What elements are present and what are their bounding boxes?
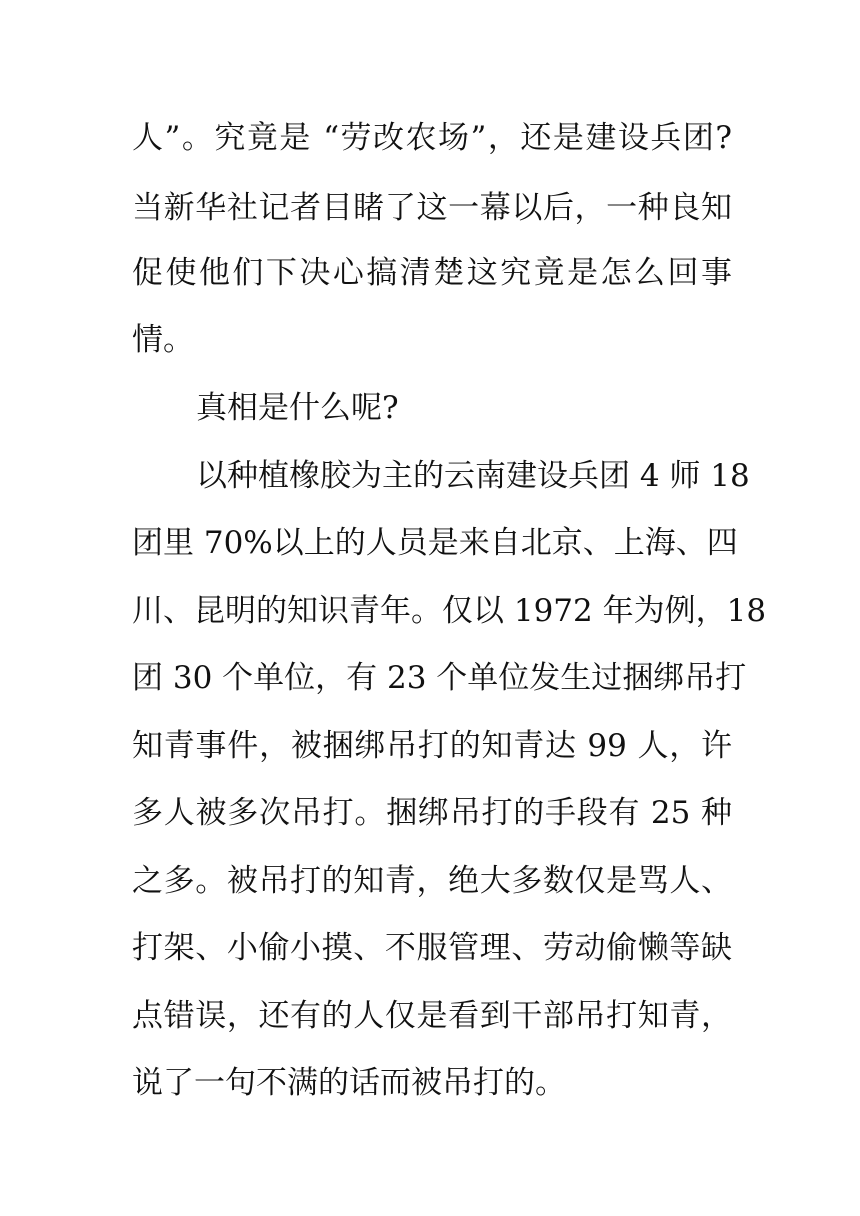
- text-line: 之多。被吊打的知青，绝大多数仅是骂人、: [132, 863, 732, 899]
- text-line: 团里 70%以上的人员是来自北京、上海、四: [132, 525, 738, 561]
- text-line: 打架、小偷小摸、不服管理、劳动偷懒等缺: [132, 930, 732, 966]
- text-line: 以种植橡胶为主的云南建设兵团 4 师 18: [196, 458, 750, 494]
- text-line: 当新华社记者目睹了这一幕以后，一种良知: [132, 190, 732, 226]
- text-line: 情。: [132, 322, 194, 358]
- text-line: 促使他们下决心搞清楚这究竟是怎么回事: [132, 255, 732, 291]
- text-line: 说了一句不满的话而被吊打的。: [132, 1065, 566, 1101]
- text-line: 点错误，还有的人仅是看到干部吊打知青，: [132, 998, 732, 1034]
- text-line: 团 30 个单位，有 23 个单位发生过捆绑吊打: [132, 660, 747, 696]
- text-line: 真相是什么呢?: [196, 390, 399, 426]
- text-line: 人”。究竟是 “劳改农场”，还是建设兵团?: [132, 120, 732, 156]
- text-line: 知青事件，被捆绑吊打的知青达 99 人，许: [132, 728, 732, 764]
- text-line: 多人被多次吊打。捆绑吊打的手段有 25 种: [132, 795, 732, 831]
- text-line: 川、昆明的知识青年。仅以 1972 年为例，18: [132, 593, 767, 629]
